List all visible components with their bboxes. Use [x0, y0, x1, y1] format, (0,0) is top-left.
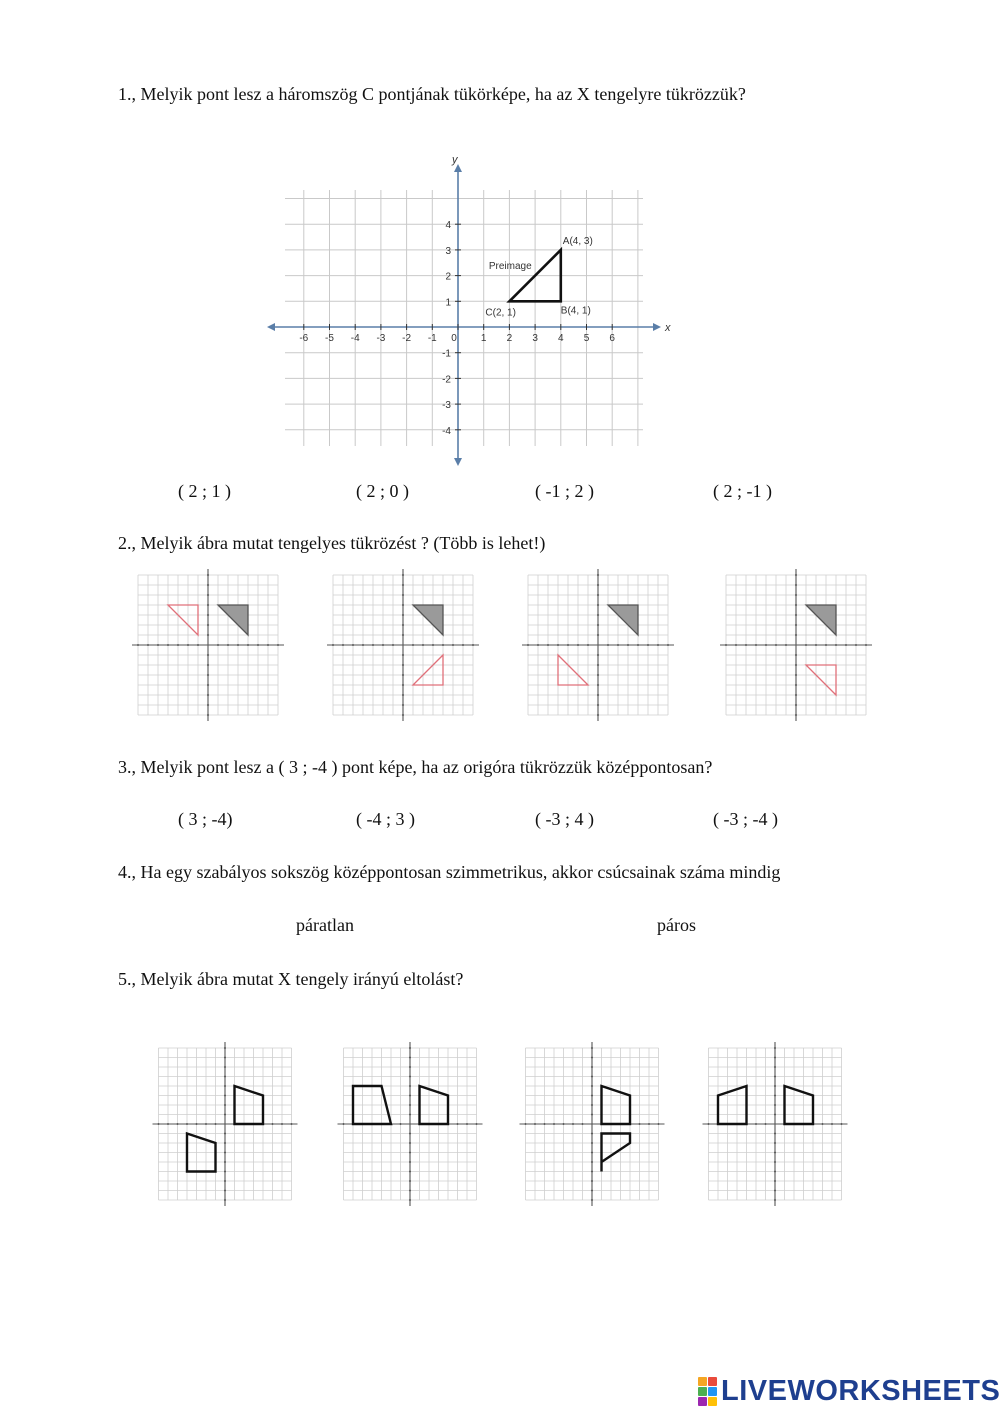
- y-tick: [597, 574, 599, 576]
- x-tick: [196, 1123, 198, 1125]
- x-tick: [257, 644, 259, 646]
- x-tick: [457, 1123, 459, 1125]
- y-tick: [224, 1085, 226, 1087]
- q1-option-3[interactable]: ( -1 ; 2 ): [535, 481, 594, 501]
- x-tick: [544, 1123, 546, 1125]
- y-tick: [402, 614, 404, 616]
- x-tick: [553, 1123, 555, 1125]
- x-tick: [187, 644, 189, 646]
- x-axis-label: x: [665, 322, 671, 334]
- x-tick: [147, 644, 149, 646]
- x-tick: [412, 644, 414, 646]
- y-tick: [402, 574, 404, 576]
- y-tick: [591, 1047, 593, 1049]
- x-tick: [805, 644, 807, 646]
- x-tick: [400, 1123, 402, 1125]
- q2-figure-2[interactable]: [325, 565, 485, 725]
- y-tick: [207, 614, 209, 616]
- x-tick: [745, 644, 747, 646]
- x-tick: [227, 644, 229, 646]
- y-tick: [597, 714, 599, 716]
- question-3-text: 3., Melyik pont lesz a ( 3 ; -4 ) pont képe, ha az origóra tükrözzük középpontosan?: [118, 757, 713, 777]
- x-tick: [563, 1123, 565, 1125]
- x-tick: [167, 1123, 169, 1125]
- x-tick: [567, 644, 569, 646]
- y-tick: [207, 704, 209, 706]
- y-tick: [207, 714, 209, 716]
- y-tick: [774, 1085, 776, 1087]
- y-tick: [224, 1180, 226, 1182]
- x-tick: [272, 1123, 274, 1125]
- y-tick: [402, 704, 404, 706]
- y-tick-label: -4: [442, 425, 451, 437]
- y-tick: [591, 1190, 593, 1192]
- y-tick: [591, 1133, 593, 1135]
- y-tick: [774, 1133, 776, 1135]
- image-shape: [413, 655, 443, 685]
- original-shape: [413, 605, 443, 635]
- x-tick: [267, 644, 269, 646]
- y-tick: [591, 1152, 593, 1154]
- x-tick-label: -1: [427, 333, 437, 344]
- y-tick: [774, 1066, 776, 1068]
- y-tick: [591, 1171, 593, 1173]
- x-tick: [343, 1123, 345, 1125]
- y-tick: [402, 594, 404, 596]
- y-tick: [224, 1152, 226, 1154]
- y-tick: [795, 704, 797, 706]
- y-tick: [774, 1047, 776, 1049]
- x-tick: [725, 644, 727, 646]
- x-tick: [247, 644, 249, 646]
- logo-square: [708, 1397, 717, 1406]
- y-tick: [207, 634, 209, 636]
- liveworksheets-brand: [698, 1374, 1000, 1408]
- y-tick: [597, 674, 599, 676]
- y-tick: [597, 614, 599, 616]
- x-tick: [755, 1123, 757, 1125]
- x-tick: [639, 1123, 641, 1125]
- y-tick: [207, 664, 209, 666]
- y-tick: [795, 664, 797, 666]
- q1-option-2[interactable]: ( 2 ; 0 ): [356, 481, 409, 501]
- x-tick: [352, 644, 354, 646]
- y-tick-label: -3: [442, 400, 451, 412]
- q3-option-2[interactable]: ( -4 ; 3 ): [356, 809, 415, 829]
- y-tick: [224, 1076, 226, 1078]
- x-tick: [392, 644, 394, 646]
- y-tick: [795, 624, 797, 626]
- y-tick: [597, 594, 599, 596]
- x-tick: [462, 644, 464, 646]
- y-tick: [597, 704, 599, 706]
- q3-option-4[interactable]: ( -3 ; -4 ): [713, 809, 778, 829]
- x-tick: [755, 644, 757, 646]
- y-tick: [224, 1114, 226, 1116]
- x-tick: [582, 1123, 584, 1125]
- x-tick: [177, 1123, 179, 1125]
- y-tick: [207, 684, 209, 686]
- y-tick: [774, 1142, 776, 1144]
- y-tick: [409, 1180, 411, 1182]
- x-tick: [525, 1123, 527, 1125]
- original-shape: [806, 605, 836, 635]
- y-tick: [402, 684, 404, 686]
- y-tick: [591, 1057, 593, 1059]
- x-tick: [637, 644, 639, 646]
- x-tick: [841, 1123, 843, 1125]
- y-tick: [409, 1057, 411, 1059]
- y-tick: [224, 1199, 226, 1201]
- y-tick: [774, 1190, 776, 1192]
- logo-square: [698, 1397, 707, 1406]
- x-tick: [432, 644, 434, 646]
- q5-figure-2[interactable]: [330, 1030, 500, 1210]
- x-tick: [537, 644, 539, 646]
- y-tick: [402, 634, 404, 636]
- y-tick: [207, 594, 209, 596]
- y-tick: [224, 1142, 226, 1144]
- y-tick: [402, 674, 404, 676]
- y-tick: [795, 594, 797, 596]
- x-tick: [277, 644, 279, 646]
- x-axis-arrow-left: [267, 323, 275, 331]
- x-tick: [362, 644, 364, 646]
- x-tick: [167, 644, 169, 646]
- question-4-text: 4., Ha egy szabályos sokszög középpontosan szimmetrikus, akkor csúcsainak száma mindig: [118, 862, 781, 882]
- y-tick: [224, 1066, 226, 1068]
- logo-square: [698, 1387, 707, 1396]
- x-tick: [372, 644, 374, 646]
- y-tick: [591, 1199, 593, 1201]
- y-tick: [597, 684, 599, 686]
- x-tick: [472, 644, 474, 646]
- y-tick: [409, 1133, 411, 1135]
- q4-option-1[interactable]: páratlan: [296, 915, 354, 935]
- y-tick: [591, 1180, 593, 1182]
- y-tick: [795, 654, 797, 656]
- x-tick: [547, 644, 549, 646]
- q5-figure-1[interactable]: [145, 1030, 315, 1210]
- y-tick: [224, 1047, 226, 1049]
- x-tick: [647, 644, 649, 646]
- x-tick: [572, 1123, 574, 1125]
- y-tick: [795, 674, 797, 676]
- y-tick: [402, 624, 404, 626]
- y-tick: [591, 1066, 593, 1068]
- point-label-c: C(2, 1): [485, 307, 516, 319]
- y-tick: [591, 1142, 593, 1144]
- y-tick: [409, 1095, 411, 1097]
- x-tick-label: 4: [558, 333, 564, 344]
- x-tick: [476, 1123, 478, 1125]
- image-shape: [168, 605, 198, 635]
- x-tick-label: 0: [451, 333, 457, 344]
- x-tick: [466, 1123, 468, 1125]
- x-tick: [607, 644, 609, 646]
- y-tick: [402, 604, 404, 606]
- y-tick: [591, 1076, 593, 1078]
- original-shape: [608, 605, 638, 635]
- x-tick-label: 1: [480, 333, 487, 344]
- x-tick: [775, 644, 777, 646]
- x-tick: [865, 644, 867, 646]
- original-shape: [218, 605, 248, 635]
- x-tick: [617, 644, 619, 646]
- x-tick: [657, 644, 659, 646]
- x-tick: [765, 644, 767, 646]
- y-tick: [774, 1057, 776, 1059]
- question-1-text: 1., Melyik pont lesz a háromszög C pontjának tükörképe, ha az X tengelyre tükrözzük?: [118, 84, 746, 104]
- point-label-a: A(4, 3): [562, 235, 593, 247]
- y-tick: [774, 1104, 776, 1106]
- y-tick: [597, 584, 599, 586]
- q2-figure-3[interactable]: [520, 565, 680, 725]
- y-tick: [795, 684, 797, 686]
- q3-option-1[interactable]: ( 3 ; -4): [178, 809, 233, 829]
- x-tick: [557, 644, 559, 646]
- x-tick: [442, 644, 444, 646]
- x-tick: [765, 1123, 767, 1125]
- x-tick: [667, 644, 669, 646]
- y-tick: [795, 604, 797, 606]
- y-tick: [409, 1161, 411, 1163]
- x-tick-label: 6: [609, 333, 615, 344]
- x-tick: [158, 1123, 160, 1125]
- y-tick: [207, 574, 209, 576]
- x-tick-label: 5: [583, 333, 590, 344]
- y-axis-label: y: [452, 154, 458, 166]
- q1-option-1[interactable]: ( 2 ; 1 ): [178, 481, 231, 501]
- x-tick: [527, 644, 529, 646]
- y-tick: [774, 1199, 776, 1201]
- liveworksheets-logo-icon: [698, 1377, 717, 1406]
- x-tick: [785, 644, 787, 646]
- x-tick: [735, 644, 737, 646]
- q3-option-3[interactable]: ( -3 ; 4 ): [535, 809, 594, 829]
- y-tick: [224, 1057, 226, 1059]
- y-tick-label: 3: [445, 245, 451, 257]
- y-tick: [224, 1190, 226, 1192]
- y-tick: [402, 664, 404, 666]
- y-tick: [597, 654, 599, 656]
- x-tick: [534, 1123, 536, 1125]
- y-tick: [224, 1095, 226, 1097]
- y-tick: [774, 1076, 776, 1078]
- y-tick: [597, 634, 599, 636]
- x-tick: [281, 1123, 283, 1125]
- logo-square: [708, 1377, 717, 1386]
- y-tick: [774, 1180, 776, 1182]
- x-tick: [831, 1123, 833, 1125]
- x-tick-label: -3: [376, 333, 386, 344]
- y-tick: [207, 584, 209, 586]
- x-tick: [658, 1123, 660, 1125]
- x-tick: [822, 1123, 824, 1125]
- x-tick: [452, 644, 454, 646]
- q1-option-4[interactable]: ( 2 ; -1 ): [713, 481, 772, 501]
- y-tick: [409, 1190, 411, 1192]
- x-tick: [332, 644, 334, 646]
- brand-name: LIVEWORKSHEETS: [721, 1374, 1000, 1407]
- x-axis-arrow-right: [653, 323, 661, 331]
- x-tick: [197, 644, 199, 646]
- x-tick: [177, 644, 179, 646]
- y-tick: [591, 1161, 593, 1163]
- x-tick: [587, 644, 589, 646]
- y-tick: [402, 654, 404, 656]
- y-tick: [207, 624, 209, 626]
- q5-figure-4[interactable]: [695, 1030, 865, 1210]
- y-tick: [224, 1161, 226, 1163]
- y-tick: [409, 1152, 411, 1154]
- y-tick: [402, 584, 404, 586]
- y-tick-label: 1: [445, 297, 451, 309]
- x-tick: [708, 1123, 710, 1125]
- y-tick: [409, 1085, 411, 1087]
- y-tick: [224, 1133, 226, 1135]
- image-shape: [558, 655, 588, 685]
- q5-figure-3[interactable]: [512, 1030, 682, 1210]
- x-tick: [291, 1123, 293, 1125]
- x-tick: [137, 644, 139, 646]
- x-tick-label: -6: [299, 333, 309, 344]
- y-tick-label: -1: [442, 348, 451, 360]
- x-tick: [422, 644, 424, 646]
- y-tick: [591, 1095, 593, 1097]
- y-tick: [591, 1114, 593, 1116]
- y-tick: [409, 1066, 411, 1068]
- coordinate-graph: [265, 150, 685, 470]
- x-tick-label: -4: [350, 333, 360, 344]
- q2-figure-4[interactable]: [718, 565, 878, 725]
- logo-square: [698, 1377, 707, 1386]
- question-5-text: 5., Melyik ábra mutat X tengely irányú eltolást?: [118, 969, 464, 989]
- y-tick: [409, 1199, 411, 1201]
- question-2-text: 2., Melyik ábra mutat tengelyes tükrözést ? (Több is lehet!): [118, 533, 546, 553]
- logo-square: [708, 1387, 717, 1396]
- x-tick: [648, 1123, 650, 1125]
- y-tick-label: 4: [445, 220, 451, 232]
- point-label-b: B(4, 1): [560, 305, 591, 317]
- y-tick: [774, 1095, 776, 1097]
- y-tick: [795, 614, 797, 616]
- x-tick-label: -2: [402, 333, 412, 344]
- x-tick: [627, 644, 629, 646]
- y-tick: [409, 1171, 411, 1173]
- y-tick: [774, 1161, 776, 1163]
- y-tick-label: -2: [442, 374, 451, 386]
- y-tick: [207, 604, 209, 606]
- y-tick: [409, 1114, 411, 1116]
- y-tick: [597, 624, 599, 626]
- y-tick: [795, 634, 797, 636]
- x-tick: [835, 644, 837, 646]
- y-tick-label: 2: [445, 271, 451, 283]
- y-tick: [207, 694, 209, 696]
- y-tick: [774, 1114, 776, 1116]
- q2-figure-1[interactable]: [130, 565, 290, 725]
- preimage-label: Preimage: [488, 261, 532, 273]
- x-tick: [815, 644, 817, 646]
- y-tick: [409, 1076, 411, 1078]
- y-tick: [591, 1104, 593, 1106]
- x-tick: [577, 644, 579, 646]
- x-tick: [205, 1123, 207, 1125]
- y-tick: [774, 1152, 776, 1154]
- x-tick-label: -5: [325, 333, 334, 344]
- x-tick: [157, 644, 159, 646]
- x-tick-label: 2: [506, 333, 513, 344]
- x-tick: [237, 644, 239, 646]
- y-tick: [409, 1104, 411, 1106]
- x-tick-label: 3: [532, 333, 538, 344]
- x-tick: [217, 644, 219, 646]
- y-tick: [409, 1047, 411, 1049]
- x-tick: [215, 1123, 217, 1125]
- y-tick: [207, 654, 209, 656]
- x-tick: [845, 644, 847, 646]
- y-axis-arrow-down: [454, 458, 462, 466]
- y-tick: [795, 584, 797, 586]
- y-tick: [597, 664, 599, 666]
- y-tick: [795, 694, 797, 696]
- y-tick: [224, 1171, 226, 1173]
- y-tick: [409, 1142, 411, 1144]
- y-tick: [207, 674, 209, 676]
- y-tick: [597, 694, 599, 696]
- x-tick: [186, 1123, 188, 1125]
- q4-option-2[interactable]: páros: [657, 915, 696, 935]
- y-tick: [774, 1171, 776, 1173]
- y-tick: [402, 694, 404, 696]
- y-tick: [795, 714, 797, 716]
- y-tick: [591, 1085, 593, 1087]
- y-tick: [597, 604, 599, 606]
- y-tick: [795, 574, 797, 576]
- x-tick: [855, 644, 857, 646]
- x-tick: [382, 644, 384, 646]
- y-tick: [402, 714, 404, 716]
- y-tick: [224, 1104, 226, 1106]
- x-tick: [342, 644, 344, 646]
- x-tick: [825, 644, 827, 646]
- image-shape: [806, 665, 836, 695]
